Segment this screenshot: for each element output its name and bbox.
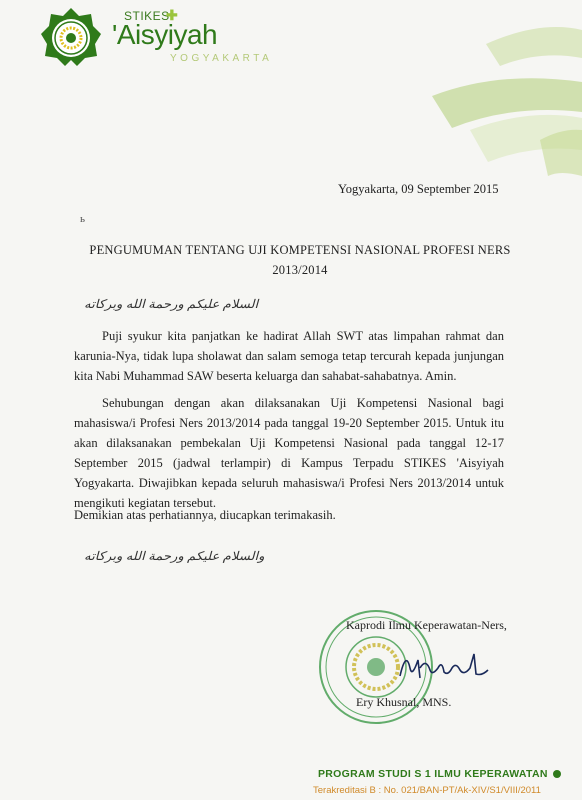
footer-accreditation: Terakreditasi B : No. 021/BAN-PT/Ak-XIV/S1/VIII/2011 [313,785,541,796]
footer-program-label: PROGRAM STUDI S 1 ILMU KEPERAWATAN [318,768,548,780]
closing-line: Demikian atas perhatiannya, diucapkan terimakasih. [74,508,336,522]
place-date: Yogyakarta, 09 September 2015 [338,182,499,196]
paragraph-2: Sehubungan dengan akan dilaksanakan Uji Kompetensi Nasional bagi mahasiswa/i Profesi Ners 2013/2014 pada tanggal 19-20 September 2015. Untuk itu akan dilaksanakan pembekalan Uji Kompetensi Nasional pada tanggal 12-17 September 2015 (jadwal terlampir) di Kampus Terpadu STIKES 'Aisyiyah Yogyakarta. Diwajibkan kepada seluruh mahasiswa/i Profesi Ners 2013/2014 untuk mengikuti kegiatan tersebut. [74,396,504,510]
handwritten-signature [396,646,492,686]
brand-name: 'Aisyiyah [112,19,218,50]
title-line-1: PENGUMUMAN TENTANG UJI KOMPETENSI NASIONAL PROFESI NERS [89,243,511,257]
plus-icon: ✚ [166,7,178,23]
brand-city: YOGYAKARTA [170,53,273,64]
signatory-title: Kaprodi Ilmu Keperawatan-Ners, [346,618,507,632]
greeting-arabic: السلام عليكم ورحمة الله وبركاته [84,297,259,311]
bullet-icon [553,770,561,778]
title-line-2: 2013/2014 [272,263,328,277]
announcement-title [60,240,540,280]
paragraph-1: Puji syukur kita panjatkan ke hadirat Allah SWT atas limpahan rahmat dan karunia-Nya, tidak lupa sholawat dan salam semoga tetap tercurah kepada junjungan kita Nabi Muhammad SAW beserta keluarga dan sahabat-sahabatnya. Amin. [74,329,504,383]
margin-mark: ь [80,213,86,225]
farewell-arabic: والسلام عليكم ورحمة الله وبركاته [84,549,265,563]
footer-program [318,768,561,780]
signatory-name: Ery Khusnal, MNS. [356,695,452,709]
institution-seal-logo [40,7,102,69]
brand-stikes-label: STIKES [124,9,170,23]
